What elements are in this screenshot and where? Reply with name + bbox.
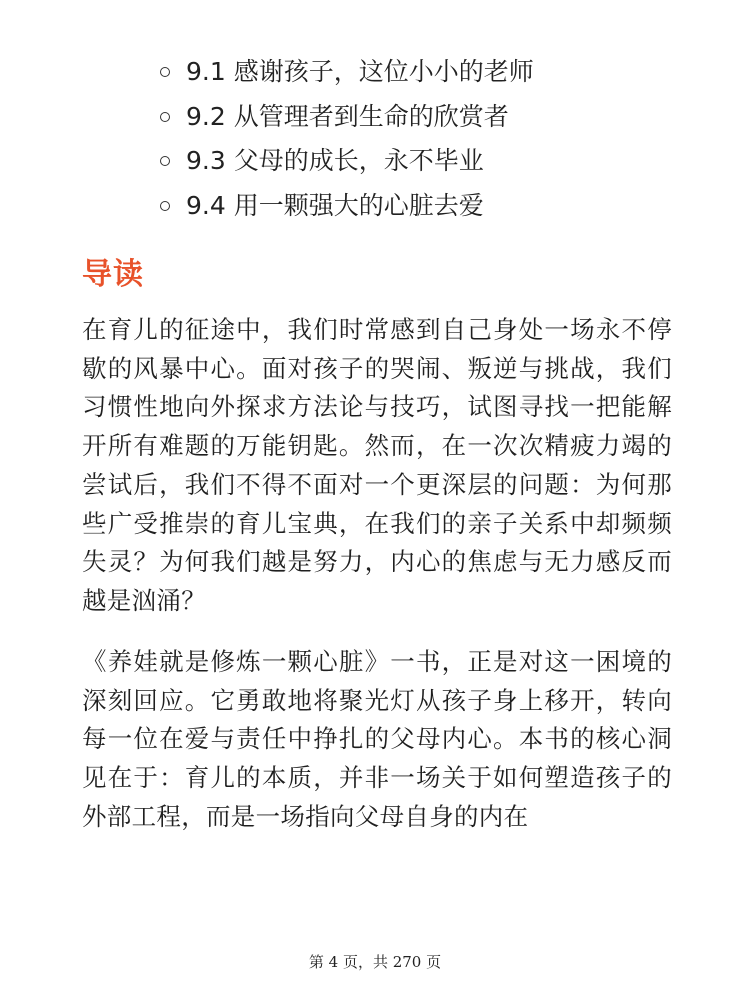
circle-bullet-icon [160,112,170,122]
toc-item-label: 9.4 用一颗强大的心脏去爱 [186,190,484,220]
circle-bullet-icon [160,67,170,77]
toc-item[interactable] [160,95,534,140]
page-number-footer: 第 4 页，共 270 页 [308,953,442,971]
toc-item-label: 9.2 从管理者到生命的欣赏者 [186,101,509,131]
section-heading: 导读 [82,257,144,292]
toc-item-label: 9.1 感谢孩子，这位小小的老师 [186,57,534,86]
toc-item[interactable] [160,184,534,229]
toc-item[interactable] [160,139,534,184]
table-of-contents [160,50,534,228]
circle-bullet-icon [160,156,170,166]
toc-item-label: 9.3 父母的成长，永不毕业 [186,146,484,175]
circle-bullet-icon [160,201,170,211]
body-paragraph: 《养娃就是修炼一颗心脏》一书，正是对这一困境的深刻回应。它勇敢地将聚光灯从孩子身上移开，转向每一位在爱与责任中挣扎的父母内心。本书的核心洞见在于：育儿的本质，并非一场关于如何塑造孩子的外部工程，而是一场指向父母自身的内在 [82,647,672,831]
body-paragraph: 在育儿的征途中，我们时常感到自己身处一场永不停歇的风暴中心。面对孩子的哭闹、叛逆与挑战，我们习惯性地向外探求方法论与技巧，试图寻找一把能解开所有难题的万能钥匙。然而，在一次次精疲力竭的尝试后，我们不得不面对一个更深层的问题：为何那些广受推崇的育儿宝典，在我们的亲子关系中却频频失灵？为何我们越是努力，内心的焦虑与无力感反而越是汹涌？ [82,315,672,615]
toc-item[interactable] [160,50,534,95]
